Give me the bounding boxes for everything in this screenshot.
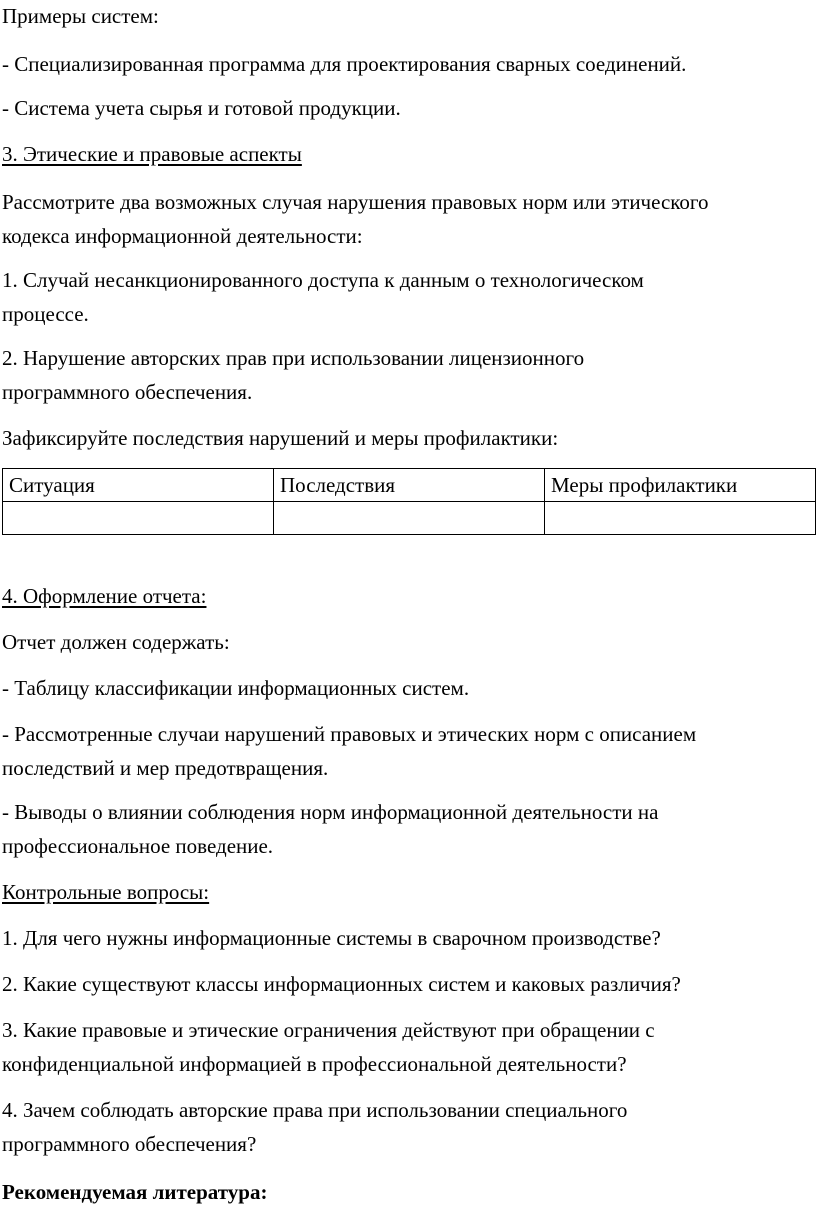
question-2: 2. Какие существуют классы информационных систем и каковых различия? xyxy=(2,972,681,996)
question-4-line-1: 4. Зачем соблюдать авторские права при использовании специального xyxy=(2,1098,628,1122)
report-item-2-line-1: - Рассмотренные случаи нарушений правовых и этических норм с описанием xyxy=(2,722,697,746)
header-situation: Ситуация xyxy=(3,469,274,502)
question-4-line-2: программного обеспечения? xyxy=(2,1132,257,1156)
table-row xyxy=(3,502,816,535)
header-consequences: Последствия xyxy=(274,469,545,502)
report-item-2-line-2: последствий и мер предотвращения. xyxy=(2,756,329,780)
section-3-intro-line-2: кодекса информационной деятельности: xyxy=(2,224,363,248)
example-item-1: - Специализированная программа для проектирования сварных соединений. xyxy=(2,52,687,76)
case-1-line-1: 1. Случай несанкционированного доступа к данным о технологическом xyxy=(2,268,644,292)
case-1-line-2: процессе. xyxy=(2,302,89,326)
question-1: 1. Для чего нужны информационные системы в сварочном производстве? xyxy=(2,926,661,950)
section-4-title: 4. Оформление отчета: xyxy=(2,584,207,608)
literature-title: Рекомендуемая литература: xyxy=(2,1180,268,1204)
section-3-intro-line-1: Рассмотрите два возможных случая нарушения правовых норм или этического xyxy=(2,190,709,214)
table-instruction: Зафиксируйте последствия нарушений и меры профилактики: xyxy=(2,426,559,450)
question-3-line-2: конфиденциальной информацией в профессиональной деятельности? xyxy=(2,1052,627,1076)
example-item-2: - Система учета сырья и готовой продукции. xyxy=(2,96,401,120)
report-item-1: - Таблицу классификации информационных систем. xyxy=(2,676,470,700)
table-cell-prevention[interactable] xyxy=(545,502,816,535)
violations-table xyxy=(2,468,816,535)
section-4-intro: Отчет должен содержать: xyxy=(2,630,230,654)
case-2-line-2: программного обеспечения. xyxy=(2,380,253,404)
question-3-line-1: 3. Какие правовые и этические ограничения действуют при обращении с xyxy=(2,1018,655,1042)
questions-title: Контрольные вопросы: xyxy=(2,880,210,904)
table-cell-consequences[interactable] xyxy=(274,502,545,535)
case-2-line-1: 2. Нарушение авторских прав при использовании лицензионного xyxy=(2,346,585,370)
section-3-title: 3. Этические и правовые аспекты xyxy=(2,142,302,166)
examples-heading: Примеры систем: xyxy=(2,4,159,28)
table-cell-situation[interactable] xyxy=(3,502,274,535)
report-item-3-line-2: профессиональное поведение. xyxy=(2,834,274,858)
table-header-row xyxy=(3,469,816,502)
header-prevention: Меры профилактики xyxy=(545,469,816,502)
report-item-3-line-1: - Выводы о влиянии соблюдения норм информационной деятельности на xyxy=(2,800,659,824)
